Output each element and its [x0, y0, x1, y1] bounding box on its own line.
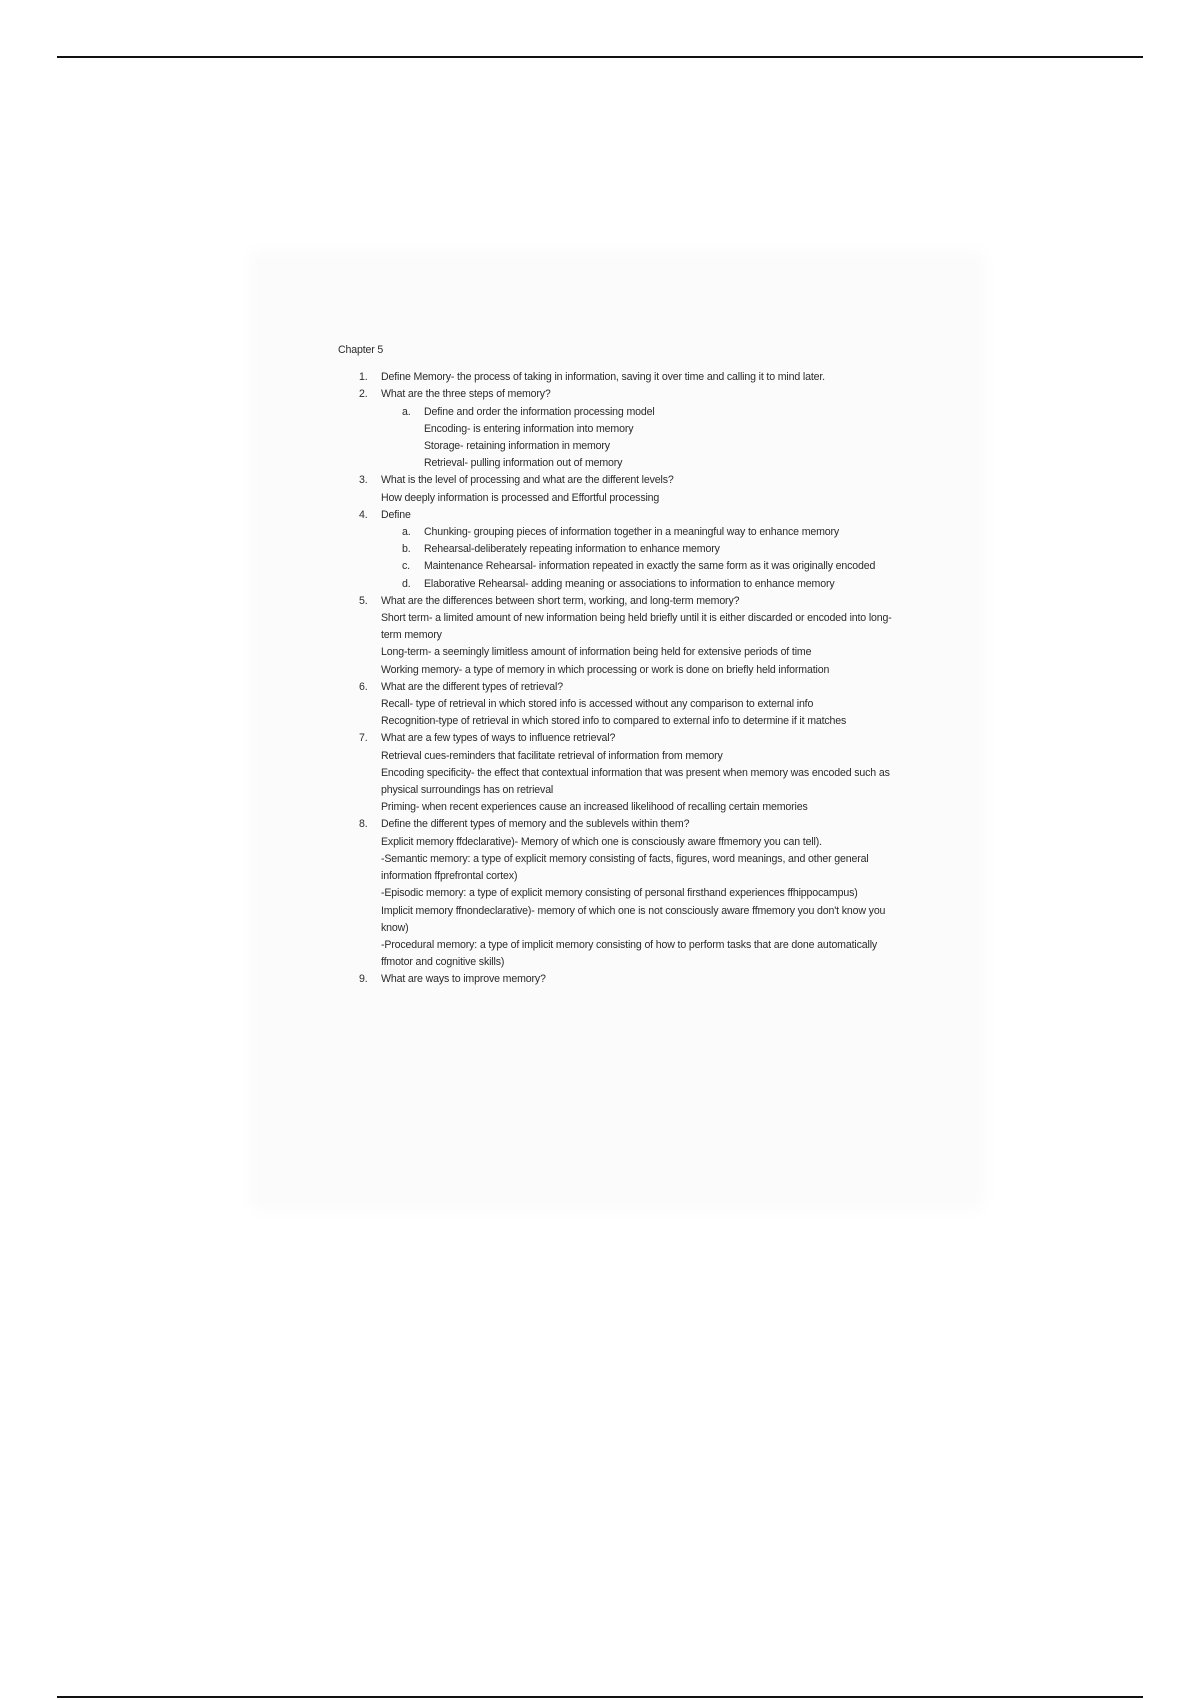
answer-line: Long-term- a seemingly limitless amount of information being held for extensive periods of time	[381, 646, 812, 659]
sub-item	[381, 541, 903, 558]
answer-line: Recognition-type of retrieval in which stored info to compared to external info to determine if it matches	[381, 715, 847, 728]
detail-line: Encoding- is entering information into memory	[424, 422, 634, 435]
question-number: 5.	[359, 594, 368, 607]
question-text: What are the differences between short term, working, and long-term memory?	[381, 594, 740, 607]
sub-letter: a.	[402, 405, 411, 418]
question-list	[338, 369, 903, 988]
question-text: What are the three steps of memory?	[381, 388, 551, 401]
question-text: Define Memory- the process of taking in information, saving it over time and calling it to mind later.	[381, 371, 825, 384]
question-2	[338, 386, 903, 472]
answer-line: Working memory- a type of memory in which processing or work is done on briefly held information	[381, 663, 830, 676]
question-5	[338, 593, 903, 679]
question-1	[338, 369, 903, 386]
answer-line: Implicit memory ffnondeclarative)- memory of which one is not consciously aware ffmemory you don't know you know)	[381, 904, 886, 934]
top-rule	[57, 56, 1143, 58]
sub-letter: d.	[402, 577, 411, 590]
question-number: 6.	[359, 680, 368, 693]
sub-text: Chunking- grouping pieces of information together in a meaningful way to enhance memory	[424, 526, 840, 539]
answer-line: -Episodic memory: a type of explicit memory consisting of personal firsthand experiences ffhippocampus)	[381, 887, 858, 900]
sub-letter: b.	[402, 543, 411, 556]
question-3	[338, 472, 903, 506]
question-9	[338, 971, 903, 988]
question-7	[338, 730, 903, 816]
sub-item	[381, 576, 903, 593]
question-text: What are ways to improve memory?	[381, 973, 546, 986]
answer-line: -Semantic memory: a type of explicit memory consisting of facts, figures, word meanings, and other general information ffprefrontal cortex)	[381, 852, 869, 883]
answer-line: Retrieval cues-reminders that facilitate retrieval of information from memory	[381, 749, 723, 762]
question-number: 7.	[359, 732, 368, 745]
question-number: 1.	[359, 371, 368, 384]
detail-line: Storage- retaining information in memory	[424, 440, 610, 453]
answer-line: How deeply information is processed and Effortful processing	[381, 491, 660, 504]
sub-item	[381, 524, 903, 541]
sub-text: Define and order the information processing model	[424, 405, 655, 418]
sub-item	[381, 404, 903, 473]
question-text: Define	[381, 508, 411, 521]
question-number: 4.	[359, 508, 368, 521]
sub-list	[381, 404, 903, 473]
question-number: 8.	[359, 818, 368, 831]
answer-line: Encoding specificity- the effect that contextual information that was present when memory was encoded such as physical surroundings has on retrieval	[381, 766, 890, 797]
question-6	[338, 679, 903, 731]
answer-line: Short term- a limited amount of new information being held briefly until it is either discarded or encoded into long-term memory	[381, 612, 892, 642]
document-body	[338, 342, 903, 989]
sub-letter: c.	[402, 560, 410, 573]
sub-text: Elaborative Rehearsal- adding meaning or associations to information to enhance memory	[424, 577, 835, 590]
sub-text: Rehearsal-deliberately repeating information to enhance memory	[424, 543, 720, 556]
question-text: What is the level of processing and what are the different levels?	[381, 474, 674, 487]
question-number: 9.	[359, 973, 368, 986]
question-number: 3.	[359, 474, 368, 487]
chapter-heading: Chapter 5	[338, 344, 384, 356]
bottom-rule	[57, 1696, 1143, 1698]
answer-line: Priming- when recent experiences cause an increased likelihood of recalling certain memories	[381, 801, 808, 814]
answer-line: -Procedural memory: a type of implicit memory consisting of how to perform tasks that are done automatically ffmotor and cognitive skills)	[381, 938, 878, 969]
question-text: Define the different types of memory and the sublevels within them?	[381, 818, 690, 831]
answer-line: Recall- type of retrieval in which stored info is accessed without any comparison to external info	[381, 698, 814, 711]
sub-letter: a.	[402, 526, 411, 539]
question-number: 2.	[359, 388, 368, 401]
sub-item	[381, 558, 903, 575]
question-text: What are a few types of ways to influence retrieval?	[381, 732, 616, 745]
sub-list	[381, 524, 903, 593]
sub-text: Maintenance Rehearsal- information repeated in exactly the same form as it was originally encoded	[424, 560, 876, 573]
question-4	[338, 507, 903, 593]
answer-line: Explicit memory ffdeclarative)- Memory of which one is consciously aware ffmemory you can tell).	[381, 835, 822, 848]
question-8	[338, 816, 903, 971]
detail-line: Retrieval- pulling information out of memory	[424, 457, 623, 470]
question-text: What are the different types of retrieval?	[381, 680, 563, 693]
